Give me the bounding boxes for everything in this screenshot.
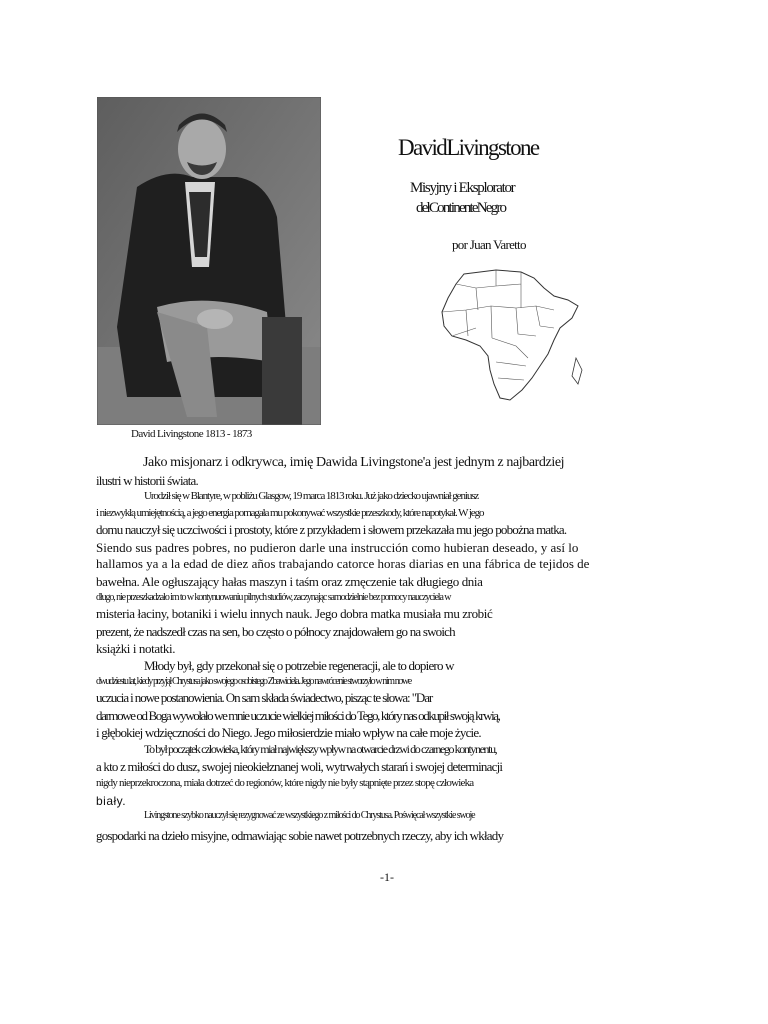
portrait-photo (97, 97, 321, 425)
body-line-14: dwudziestu lat, kiedy przyjął Chrystusa jako swojego osobistego Zbawiciela. Jego nawrócenie stworzyło w nim nowe (96, 676, 411, 687)
body-line-20: nigdy nieprzekroczona, miała dotrzeć do regionów, które nigdy nie były stąpnięte przez stopę człowieka (96, 777, 474, 789)
subtitle-line-1: Misyjny i Eksplorator (410, 180, 515, 196)
body-line-11: prezent, że nadszedł czas na sen, bo często o północy znajdowałem go na swoich (96, 624, 455, 639)
body-line-4: i niezwykłą umiejętnością, a jego energia pomagała mu pokonywać wszystkie przeszkody, które napotykał. W jego (96, 507, 484, 519)
subtitle-line-2: delContinenteNegro (416, 200, 506, 216)
body-line-9: długo, nie przeszkadzało im to w kontynuowaniu pilnych studiów, zaczynając samodzielnie bez pomocy nauczyciela w (96, 592, 451, 603)
body-line-16: darmowe od Boga wywołało we mnie uczucie wielkiej miłości do Tego, który nas odkupił swoją krwią, (96, 708, 500, 723)
body-line-5: domu nauczył się uczciwości i prostoty, które z przykładem i słowem przekazała mu jego pobożna matka. (96, 522, 567, 537)
africa-map-icon (436, 266, 586, 406)
author-byline: por Juan Varetto (452, 237, 526, 252)
body-line-12: książki i notatki. (96, 641, 176, 656)
portrait-illustration (97, 97, 321, 425)
body-line-8: bawełna. Ale ogłuszający hałas maszyn i taśm oraz zmęczenie tak długiego dnia (96, 574, 483, 589)
page-number: -1- (380, 870, 394, 884)
body-line-15: uczucia i nowe postanowienia. On sam składa świadectwo, pisząc te słowa: "Dar (96, 690, 433, 705)
body-line-21: biały. (96, 794, 127, 808)
body-line-23: gospodarki na dzieło misyjne, odmawiając sobie nawet potrzebnych rzeczy, aby ich wkłady (96, 828, 504, 843)
body-line-7: hallamos ya a la edad de diez años trabajando catorce horas diarias en una fábrica de tejidos de (96, 556, 590, 571)
body-line-17: i głębokiej wdzięczności do Niego. Jego miłosierdzie miało wpływ na całe moje życie. (96, 725, 481, 740)
body-line-3: Urodził się w Blantyre, w pobliżu Glasgow, 19 marca 1813 roku. Już jako dziecko ujawniał geniusz (144, 490, 479, 502)
portrait-caption: David Livingstone 1813 - 1873 (131, 428, 252, 440)
body-line-18: To był początek człowieka, który miał największy wpływ na otwarcie drzwi do czarnego kontynentu, (144, 742, 497, 756)
body-line-1: Jako misjonarz i odkrywca, imię Dawida Livingstone'a jest jednym z najbardziej (143, 455, 565, 470)
body-line-2: ilustri w historii świata. (96, 473, 198, 488)
body-line-6: Siendo sus padres pobres, no pudieron darle una instrucción como hubieran deseado, y así lo (96, 540, 579, 555)
body-line-19: a kto z miłości do dusz, swojej nieokiełznanej woli, wytrwałych starań i swojej determinacji (96, 759, 503, 774)
body-line-13: Młody był, gdy przekonał się o potrzebie regeneracji, ale to dopiero w (144, 658, 454, 673)
body-line-10: misteria łaciny, botaniki i wielu innych nauk. Jego dobra matka musiała mu zrobić (96, 606, 493, 621)
body-line-22: Livingstone szybko nauczył się rezygnować ze wszystkiego z miłości do Chrystusa. Poświęcał wszystkie swoje (144, 810, 475, 821)
page-title: DavidLivingstone (398, 135, 539, 160)
